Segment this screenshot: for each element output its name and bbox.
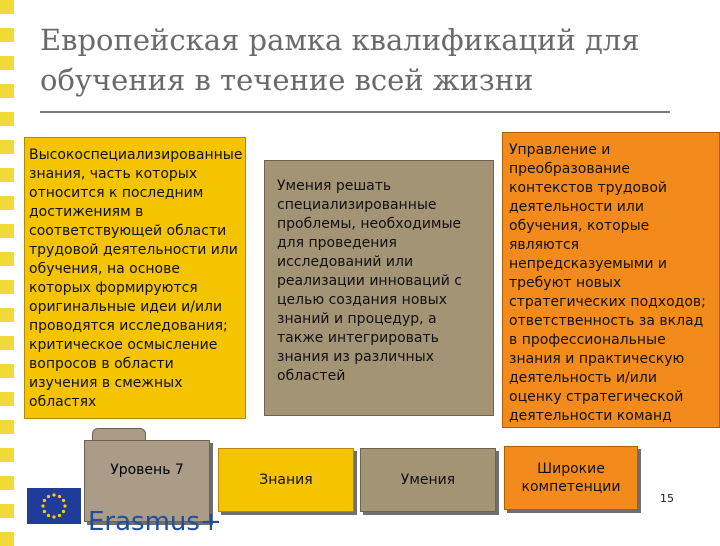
- erasmus-logo-text: Erasmus+: [88, 507, 222, 537]
- strip-square: [0, 98, 14, 112]
- slide-title: Европейская рамка квалификаций для обучения в течение всей жизни: [40, 23, 640, 97]
- strip-square: [0, 448, 14, 462]
- strip-square: [0, 238, 14, 252]
- strip-square: [0, 364, 14, 378]
- knowledge-description-box: Высокоспециализированные знания, часть которых относится к последним достижениям в соответствующей области трудовой деятельности или обучения, на основе которых формируются оригинальные идеи и/или проводятся исследования; критическое осмысление вопросов в области изучения в смежных областях: [24, 137, 246, 419]
- strip-square: [0, 196, 14, 210]
- knowledge-tile: [218, 448, 354, 512]
- strip-square: [0, 378, 14, 392]
- strip-square: [0, 434, 14, 448]
- strip-square: [0, 28, 14, 42]
- strip-square: [0, 322, 14, 336]
- strip-square: [0, 112, 14, 126]
- competences-description-box: Управление и преобразование контекстов трудовой деятельности или обучения, которые являются непредсказуемыми и требуют новых стратегических подходов; ответственность за вклад в профессиональные знания и практическую деятельность и/или оценку стратегической деятельности команд: [502, 132, 720, 428]
- eu-stars-icon: [27, 488, 81, 524]
- strip-square: [0, 140, 14, 154]
- competences-tile: [504, 446, 638, 510]
- strip-square: [0, 154, 14, 168]
- eu-star-icon: [47, 495, 50, 498]
- eu-star-icon: [47, 514, 50, 517]
- strip-square: [0, 168, 14, 182]
- strip-square: [0, 462, 14, 476]
- skills-description-box: Умения решать специализированные проблемы, необходимые для проведения исследований или реализации инноваций с целью создания новых знаний и процедур, а также интегрировать знания из различных областей: [264, 160, 494, 416]
- strip-square: [0, 126, 14, 140]
- strip-square: [0, 56, 14, 70]
- strip-square: [0, 42, 14, 56]
- eu-star-icon: [62, 510, 65, 513]
- strip-square: [0, 280, 14, 294]
- eu-star-icon: [63, 504, 66, 507]
- eu-star-icon: [52, 515, 55, 518]
- strip-square: [0, 14, 14, 28]
- strip-square: [0, 266, 14, 280]
- strip-square: [0, 308, 14, 322]
- eu-star-icon: [43, 499, 46, 502]
- left-decorative-strip: [0, 0, 14, 540]
- strip-square: [0, 504, 14, 518]
- strip-square: [0, 420, 14, 434]
- page-number: 15: [660, 492, 674, 505]
- knowledge-label: Знания: [259, 472, 313, 488]
- strip-square: [0, 392, 14, 406]
- eu-star-icon: [58, 495, 61, 498]
- eu-star-icon: [58, 514, 61, 517]
- level-label: Уровень 7: [110, 462, 184, 478]
- strip-square: [0, 406, 14, 420]
- skills-label: Умения: [400, 472, 456, 488]
- strip-square: [0, 476, 14, 490]
- eu-star-icon: [43, 510, 46, 513]
- eu-flag-icon: [27, 488, 81, 524]
- strip-square: [0, 336, 14, 350]
- strip-square: [0, 294, 14, 308]
- strip-square: [0, 532, 14, 546]
- strip-square: [0, 0, 14, 14]
- eu-star-icon: [62, 499, 65, 502]
- eu-star-icon: [41, 504, 44, 507]
- title-underline: [40, 111, 670, 113]
- eu-star-icon: [52, 493, 55, 496]
- skills-tile: [360, 448, 496, 512]
- strip-square: [0, 210, 14, 224]
- strip-square: [0, 224, 14, 238]
- strip-square: [0, 84, 14, 98]
- strip-square: [0, 490, 14, 504]
- competences-label: Широкие компетенции: [521, 461, 621, 495]
- strip-square: [0, 350, 14, 364]
- strip-square: [0, 182, 14, 196]
- strip-square: [0, 518, 14, 532]
- strip-square: [0, 252, 14, 266]
- strip-square: [0, 70, 14, 84]
